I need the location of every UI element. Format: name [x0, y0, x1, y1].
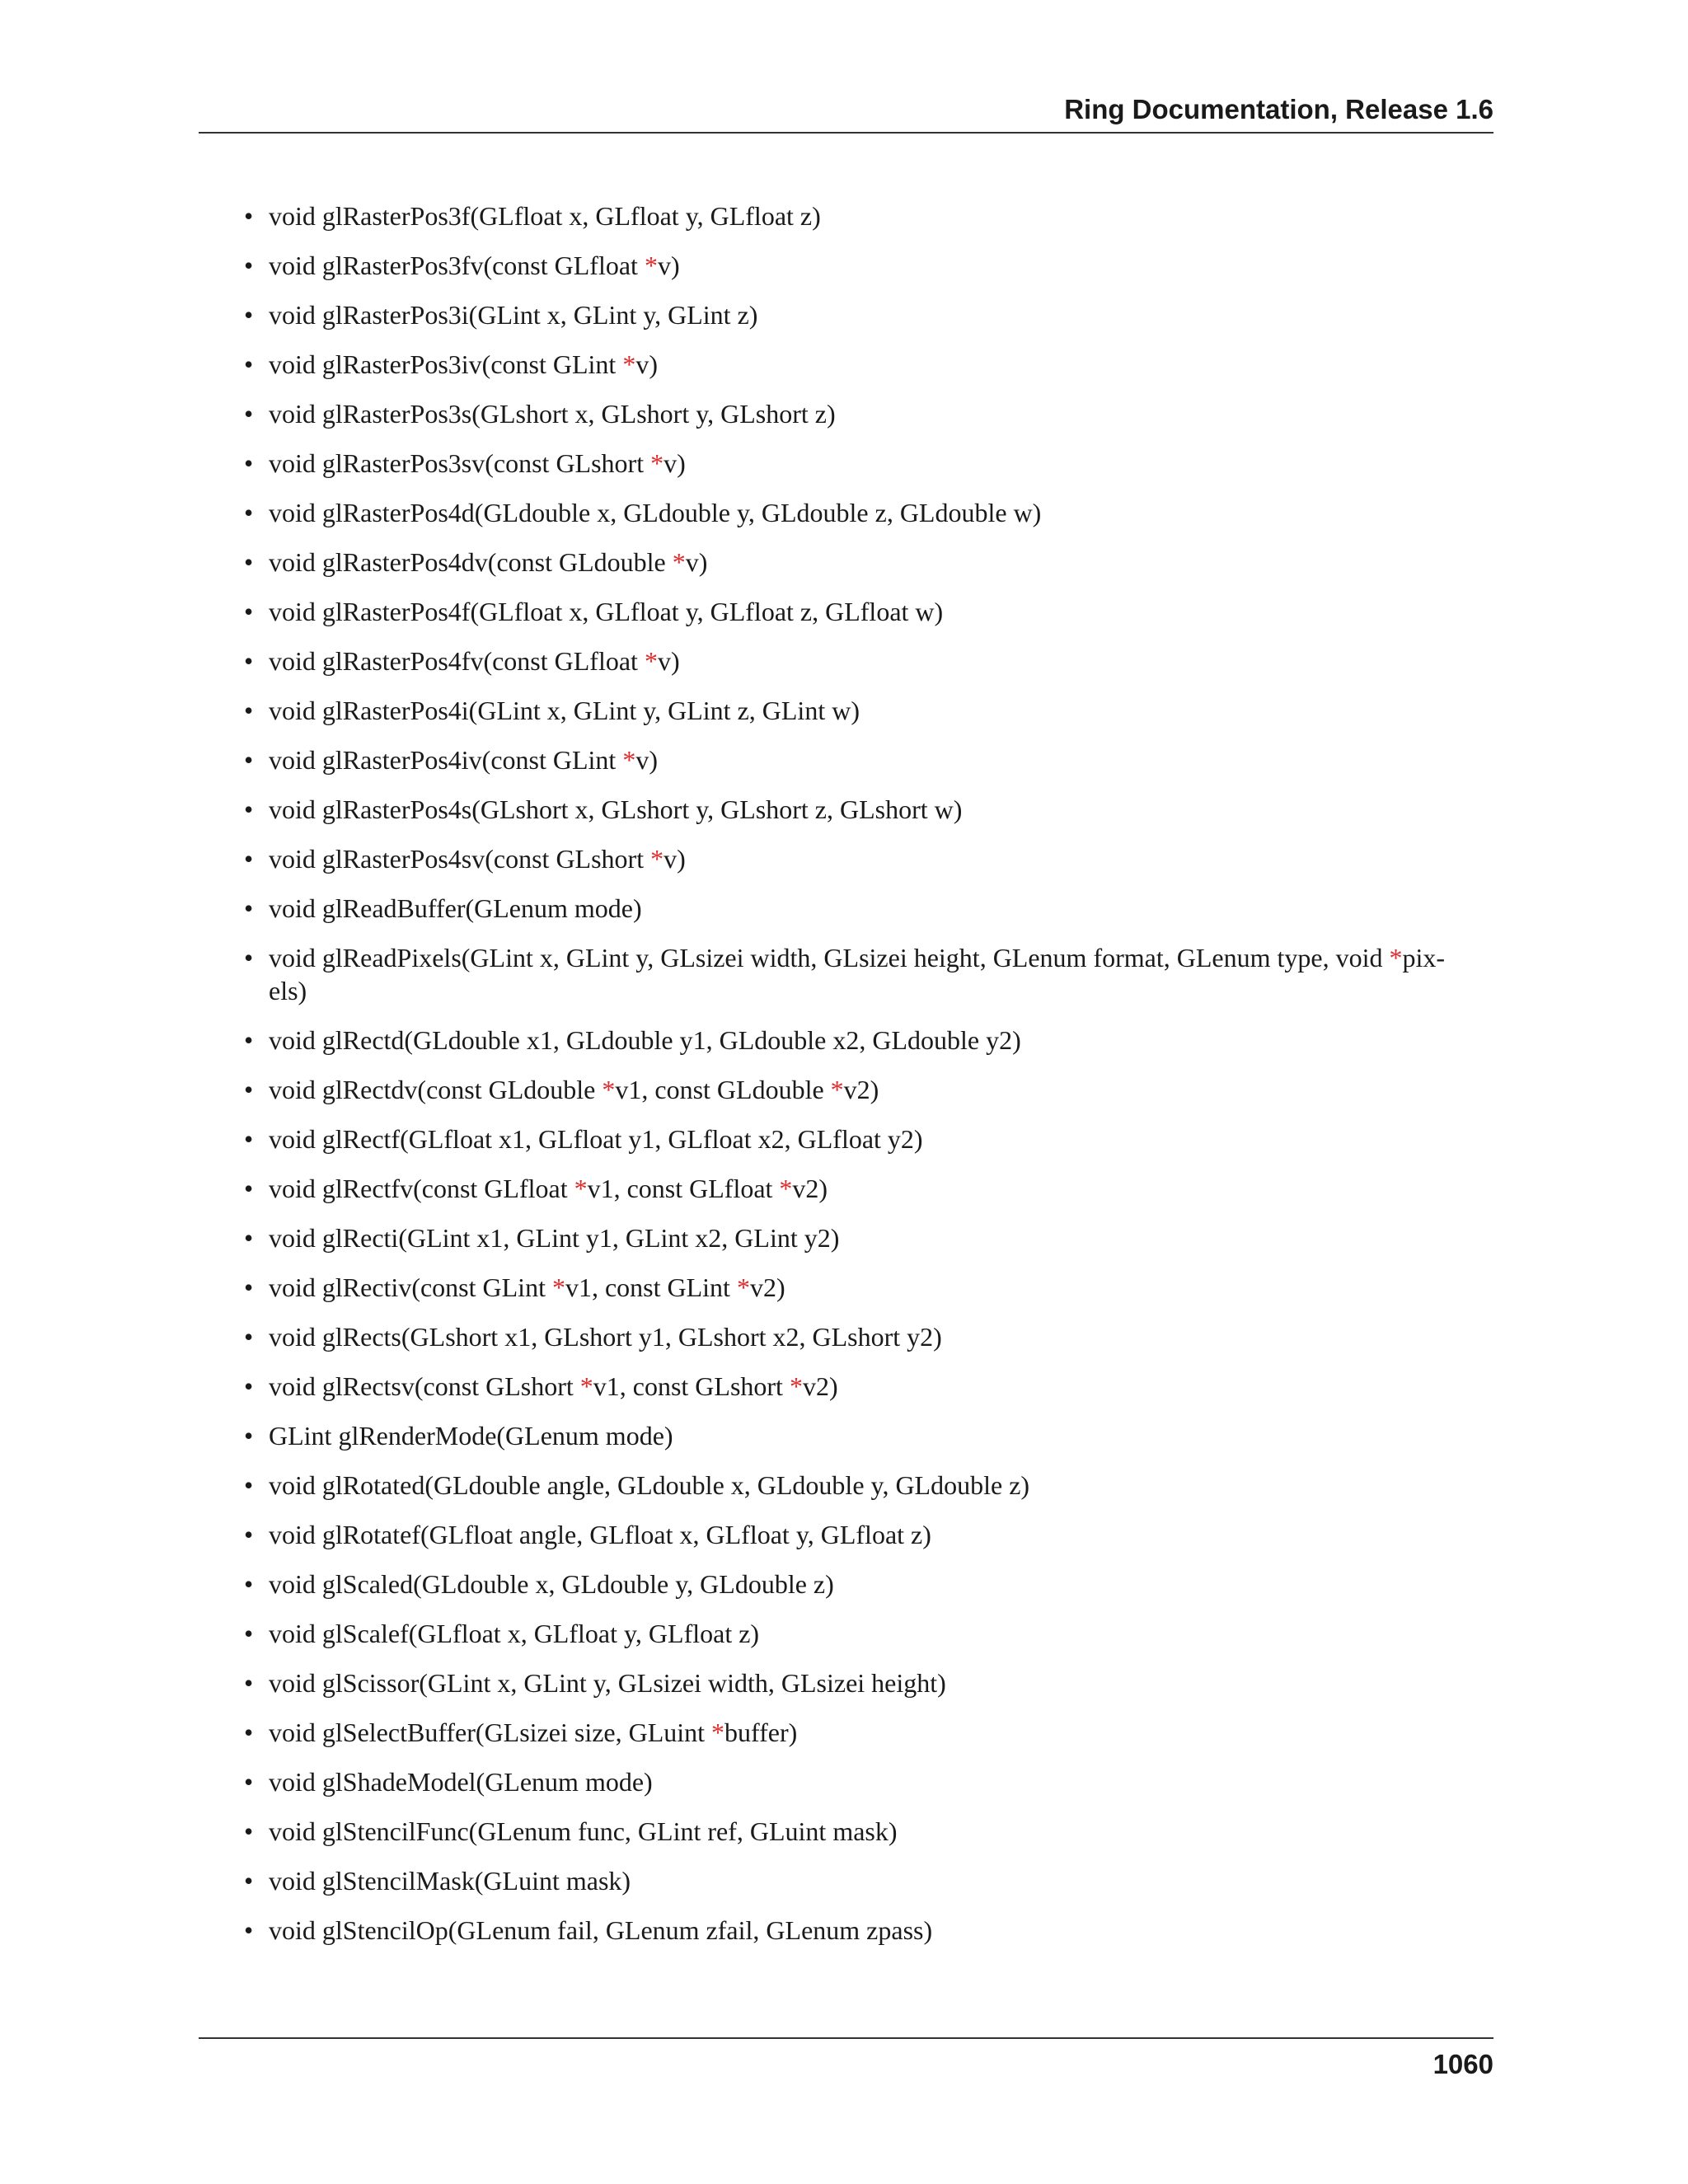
pointer-star: * — [644, 646, 658, 676]
function-signature-item — [244, 1370, 1493, 1403]
pointer-star: * — [574, 1174, 588, 1203]
bullet-icon: • — [244, 547, 254, 577]
function-signature-item — [244, 1716, 1493, 1749]
signature-text: void glRasterPos4fv(const GLfloat — [269, 646, 645, 676]
pointer-star: * — [1389, 943, 1403, 972]
function-signature-item — [244, 546, 1493, 579]
function-signature-item — [244, 397, 1493, 430]
function-list — [244, 199, 1493, 1963]
signature-text: void glRecti(GLint x1, GLint y1, GLint x2, GLint y2) — [269, 1223, 840, 1253]
signature-text: buffer) — [724, 1718, 798, 1747]
signature-text: void glRasterPos4iv(const GLint — [269, 745, 623, 775]
signature-text: void glRectf(GLfloat x1, GLfloat y1, GLfloat x2, GLfloat y2) — [269, 1124, 923, 1154]
signature-text: void glRectd(GLdouble x1, GLdouble y1, GLdouble x2, GLdouble y2) — [269, 1025, 1021, 1055]
bullet-icon: • — [244, 1322, 254, 1352]
signature-text: v) — [635, 745, 658, 775]
signature-text: void glRasterPos4f(GLfloat x, GLfloat y, GLfloat z, GLfloat w) — [269, 597, 944, 626]
bullet-icon: • — [244, 1569, 254, 1599]
pointer-star: * — [789, 1371, 803, 1401]
bullet-icon: • — [244, 646, 254, 676]
signature-text: v1, const GLfloat — [587, 1174, 780, 1203]
bullet-icon: • — [244, 201, 254, 231]
function-signature-item — [244, 1568, 1493, 1601]
bullet-icon: • — [244, 745, 254, 775]
pointer-star: * — [736, 1272, 750, 1302]
pointer-star: * — [602, 1075, 616, 1104]
signature-text: void glRectfv(const GLfloat — [269, 1174, 574, 1203]
function-signature-item — [244, 1320, 1493, 1353]
signature-text: void glRotatef(GLfloat angle, GLfloat x, GLfloat y, GLfloat z) — [269, 1520, 931, 1549]
pointer-star: * — [830, 1075, 844, 1104]
signature-text: v) — [635, 349, 658, 379]
bullet-icon: • — [244, 1075, 254, 1104]
function-signature-item — [244, 1271, 1493, 1304]
signature-text: void glStencilFunc(GLenum func, GLint ref, GLuint mask) — [269, 1816, 898, 1846]
signature-text: void glRasterPos4dv(const GLdouble — [269, 547, 673, 577]
bullet-icon: • — [244, 1619, 254, 1648]
signature-text: void glRasterPos3iv(const GLint — [269, 349, 623, 379]
signature-text: void glRasterPos4i(GLint x, GLint y, GLint z, GLint w) — [269, 696, 860, 725]
signature-text: void glRectiv(const GLint — [269, 1272, 552, 1302]
signature-text: void glStencilOp(GLenum fail, GLenum zfail, GLenum zpass) — [269, 1915, 933, 1945]
signature-text: void glShadeModel(GLenum mode) — [269, 1767, 653, 1797]
function-signature-item — [244, 1666, 1493, 1699]
pointer-star: * — [672, 547, 686, 577]
function-signature-item — [244, 1765, 1493, 1798]
document-title: Ring Documentation, Release 1.6 — [1064, 94, 1493, 124]
bullet-icon: • — [244, 300, 254, 330]
pointer-star: * — [779, 1174, 793, 1203]
signature-text: void glStencilMask(GLuint mask) — [269, 1866, 631, 1896]
function-signature-item — [244, 842, 1493, 875]
signature-text: void glScissor(GLint x, GLint y, GLsizei width, GLsizei height) — [269, 1668, 946, 1698]
bullet-icon: • — [244, 844, 254, 874]
signature-text: void glRotated(GLdouble angle, GLdouble x, GLdouble y, GLdouble z) — [269, 1470, 1030, 1500]
signature-text: void glRectsv(const GLshort — [269, 1371, 580, 1401]
bullet-icon: • — [244, 1718, 254, 1747]
bullet-icon: • — [244, 943, 254, 972]
function-signature-item — [244, 694, 1493, 727]
pointer-star: * — [622, 349, 636, 379]
signature-text: v) — [657, 646, 680, 676]
bullet-icon: • — [244, 1767, 254, 1797]
signature-text: void glRasterPos3i(GLint x, GLint y, GLint z) — [269, 300, 758, 330]
bullet-icon: • — [244, 794, 254, 824]
function-signature-item — [244, 1864, 1493, 1897]
bullet-icon: • — [244, 1272, 254, 1302]
signature-text: void glReadBuffer(GLenum mode) — [269, 893, 642, 923]
function-signature-item — [244, 249, 1493, 282]
function-signature-item — [244, 941, 1493, 1007]
signature-text: void glRectdv(const GLdouble — [269, 1075, 603, 1104]
bullet-icon: • — [244, 1025, 254, 1055]
signature-text: void glRasterPos3f(GLfloat x, GLfloat y, GLfloat z) — [269, 201, 821, 231]
function-signature-item — [244, 1172, 1493, 1205]
signature-text: void glRasterPos4sv(const GLshort — [269, 844, 651, 874]
page-header — [199, 91, 1493, 134]
function-signature-item — [244, 892, 1493, 925]
function-signature-item — [244, 447, 1493, 480]
bullet-icon: • — [244, 1668, 254, 1698]
pointer-star: * — [650, 844, 664, 874]
bullet-icon: • — [244, 1421, 254, 1451]
function-signature-item — [244, 1122, 1493, 1155]
signature-text: void glRasterPos4s(GLshort x, GLshort y, GLshort z, GLshort w) — [269, 794, 963, 824]
signature-text: void glScalef(GLfloat x, GLfloat y, GLfloat z) — [269, 1619, 760, 1648]
bullet-icon: • — [244, 696, 254, 725]
signature-text: v2) — [792, 1174, 828, 1203]
bullet-icon: • — [244, 1124, 254, 1154]
bullet-icon: • — [244, 1816, 254, 1846]
pointer-star: * — [650, 448, 664, 478]
signature-text: void glScaled(GLdouble x, GLdouble y, GLdouble z) — [269, 1569, 834, 1599]
signature-text: v) — [657, 251, 680, 280]
signature-text: v) — [663, 448, 686, 478]
bullet-icon: • — [244, 893, 254, 923]
function-signature-item — [244, 1221, 1493, 1254]
signature-text: v2) — [749, 1272, 785, 1302]
signature-text: void glRasterPos3s(GLshort x, GLshort y, GLshort z) — [269, 399, 836, 429]
signature-text: pix- els) — [269, 943, 1446, 1005]
pointer-star: * — [711, 1718, 725, 1747]
signature-text: void glReadPixels(GLint x, GLint y, GLsizei width, GLsizei height, GLenum format, GLenum type, void — [269, 943, 1390, 972]
function-signature-item — [244, 1914, 1493, 1947]
signature-text: v2) — [843, 1075, 879, 1104]
signature-text: v) — [685, 547, 708, 577]
function-signature-item — [244, 1469, 1493, 1502]
signature-text: v1, const GLint — [565, 1272, 737, 1302]
signature-text: void glRasterPos3sv(const GLshort — [269, 448, 651, 478]
signature-text: GLint glRenderMode(GLenum mode) — [269, 1421, 673, 1451]
function-signature-item — [244, 1419, 1493, 1452]
bullet-icon: • — [244, 1866, 254, 1896]
function-signature-item — [244, 1815, 1493, 1848]
bullet-icon: • — [244, 399, 254, 429]
signature-text: void glSelectBuffer(GLsizei size, GLuint — [269, 1718, 712, 1747]
pointer-star: * — [622, 745, 636, 775]
function-signature-item — [244, 1024, 1493, 1057]
bullet-icon: • — [244, 498, 254, 527]
pointer-star: * — [551, 1272, 565, 1302]
pointer-star: * — [579, 1371, 593, 1401]
signature-text: v1, const GLdouble — [615, 1075, 831, 1104]
signature-text: v1, const GLshort — [593, 1371, 790, 1401]
pointer-star: * — [644, 251, 658, 280]
bullet-icon: • — [244, 1223, 254, 1253]
bullet-icon: • — [244, 597, 254, 626]
signature-text: void glRasterPos4d(GLdouble x, GLdouble y, GLdouble z, GLdouble w) — [269, 498, 1042, 527]
signature-text: void glRects(GLshort x1, GLshort y1, GLshort x2, GLshort y2) — [269, 1322, 942, 1352]
bullet-icon: • — [244, 251, 254, 280]
signature-text: v) — [663, 844, 686, 874]
bullet-icon: • — [244, 1520, 254, 1549]
function-signature-item — [244, 743, 1493, 776]
bullet-icon: • — [244, 1915, 254, 1945]
page-footer — [199, 2037, 1493, 2079]
bullet-icon: • — [244, 1371, 254, 1401]
bullet-icon: • — [244, 448, 254, 478]
function-signature-item — [244, 496, 1493, 529]
signature-text: v2) — [802, 1371, 838, 1401]
function-signature-item — [244, 595, 1493, 628]
bullet-icon: • — [244, 1174, 254, 1203]
function-signature-item — [244, 298, 1493, 331]
signature-text: void glRasterPos3fv(const GLfloat — [269, 251, 645, 280]
function-signature-item — [244, 644, 1493, 677]
function-signature-item — [244, 199, 1493, 232]
page-number: 1060 — [1432, 2049, 1493, 2079]
bullet-icon: • — [244, 349, 254, 379]
function-signature-item — [244, 1617, 1493, 1650]
function-signature-item — [244, 348, 1493, 381]
function-signature-item — [244, 793, 1493, 826]
bullet-icon: • — [244, 1470, 254, 1500]
function-signature-item — [244, 1518, 1493, 1551]
function-signature-item — [244, 1073, 1493, 1106]
